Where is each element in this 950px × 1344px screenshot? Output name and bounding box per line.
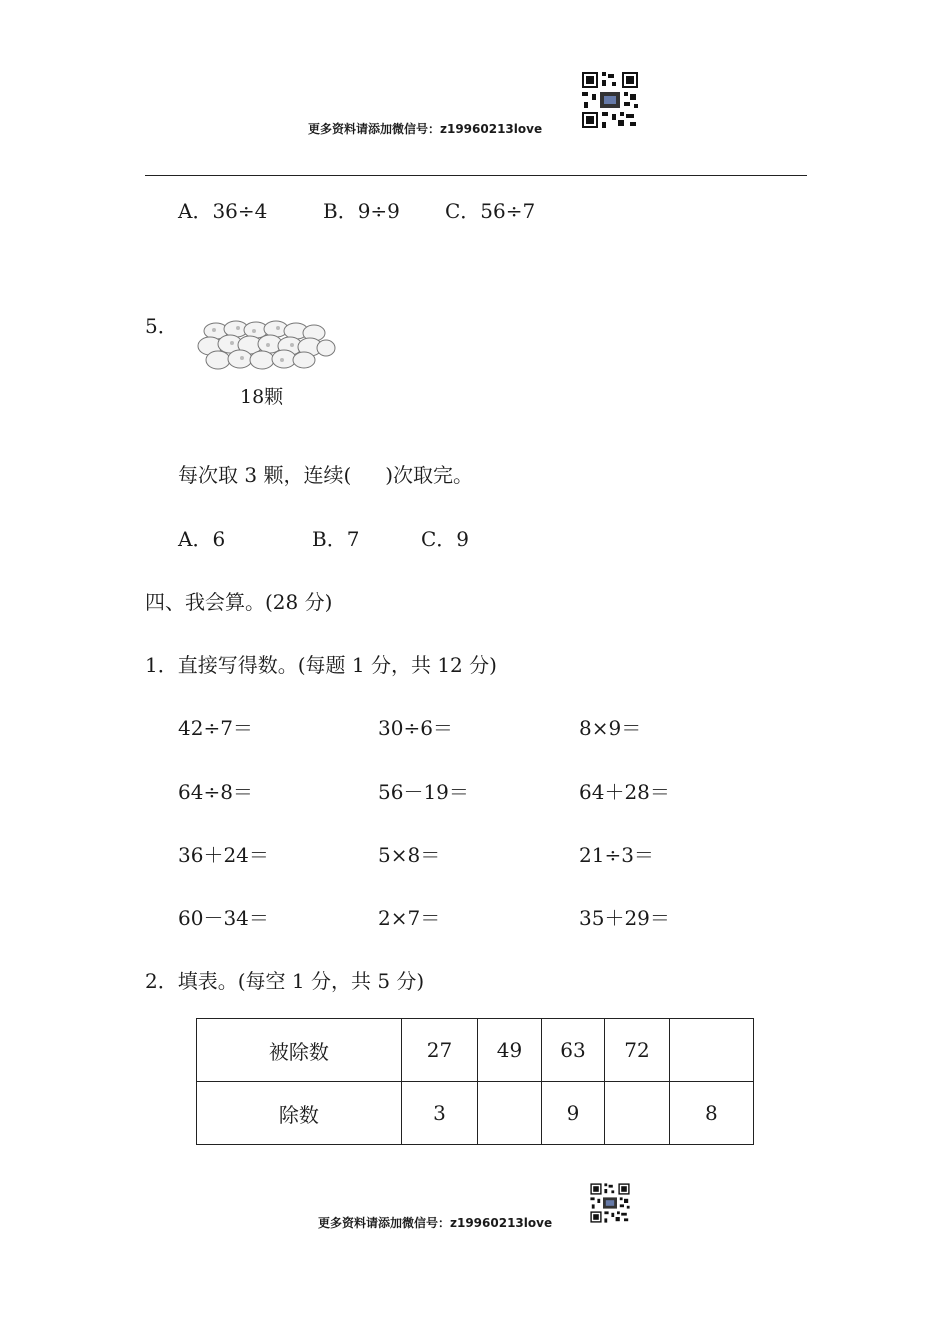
calc-item: 56－19＝ bbox=[378, 780, 469, 804]
q5-option-b: B．7 bbox=[312, 527, 360, 551]
table-cell: 72 bbox=[605, 1019, 670, 1082]
calc-item: 35＋29＝ bbox=[579, 906, 670, 930]
qr-code-icon bbox=[589, 1182, 631, 1224]
candies-caption: 18颗 bbox=[240, 386, 284, 408]
table-cell: 8 bbox=[669, 1082, 753, 1145]
q5-number: 5． bbox=[145, 314, 178, 338]
header-text: 更多资料请添加微信号：z19960213love bbox=[308, 122, 543, 136]
header-divider bbox=[145, 175, 807, 176]
q5-option-a: A．6 bbox=[178, 527, 226, 551]
calc-item: 36＋24＝ bbox=[178, 843, 269, 867]
table-header-divisor: 除数 bbox=[197, 1082, 402, 1145]
calc-item: 8×9＝ bbox=[579, 716, 642, 740]
table-cell: 63 bbox=[541, 1019, 605, 1082]
table-cell-blank[interactable] bbox=[669, 1019, 753, 1082]
calc-item: 2×7＝ bbox=[378, 906, 441, 930]
q5-prompt-after: )次取完。 bbox=[385, 463, 474, 487]
calc-item: 60－34＝ bbox=[178, 906, 269, 930]
q4-option-a: A．36÷4 bbox=[178, 199, 268, 223]
q1-title: 1．直接写得数。(每题 1 分，共 12 分) bbox=[145, 653, 497, 677]
calc-item: 5×8＝ bbox=[378, 843, 441, 867]
table-cell-blank[interactable] bbox=[605, 1082, 670, 1145]
table-cell: 9 bbox=[541, 1082, 605, 1145]
q5-prompt bbox=[178, 463, 473, 487]
footer-text: 更多资料请添加微信号：z19960213love bbox=[318, 1216, 553, 1230]
calc-item: 30÷6＝ bbox=[378, 716, 453, 740]
qr-code-icon bbox=[580, 70, 640, 130]
q4-option-c: C．56÷7 bbox=[445, 199, 536, 223]
calc-item: 42÷7＝ bbox=[178, 716, 253, 740]
table-cell-blank[interactable] bbox=[478, 1082, 542, 1145]
q4-option-b: B．9÷9 bbox=[323, 199, 400, 223]
calc-item: 64÷8＝ bbox=[178, 780, 253, 804]
q5-option-c: C．9 bbox=[421, 527, 470, 551]
q2-title: 2．填表。(每空 1 分，共 5 分) bbox=[145, 969, 425, 993]
candies-image bbox=[196, 318, 338, 378]
table-header-dividend: 被除数 bbox=[197, 1019, 402, 1082]
calc-item: 21÷3＝ bbox=[579, 843, 654, 867]
table-cell: 49 bbox=[478, 1019, 542, 1082]
table-cell: 27 bbox=[401, 1019, 477, 1082]
division-table bbox=[196, 1018, 754, 1145]
calc-item: 64＋28＝ bbox=[579, 780, 670, 804]
q5-prompt-before: 每次取 3 颗，连续( bbox=[178, 463, 352, 487]
table-cell: 3 bbox=[401, 1082, 477, 1145]
section4-title: 四、我会算。(28 分) bbox=[145, 590, 333, 614]
